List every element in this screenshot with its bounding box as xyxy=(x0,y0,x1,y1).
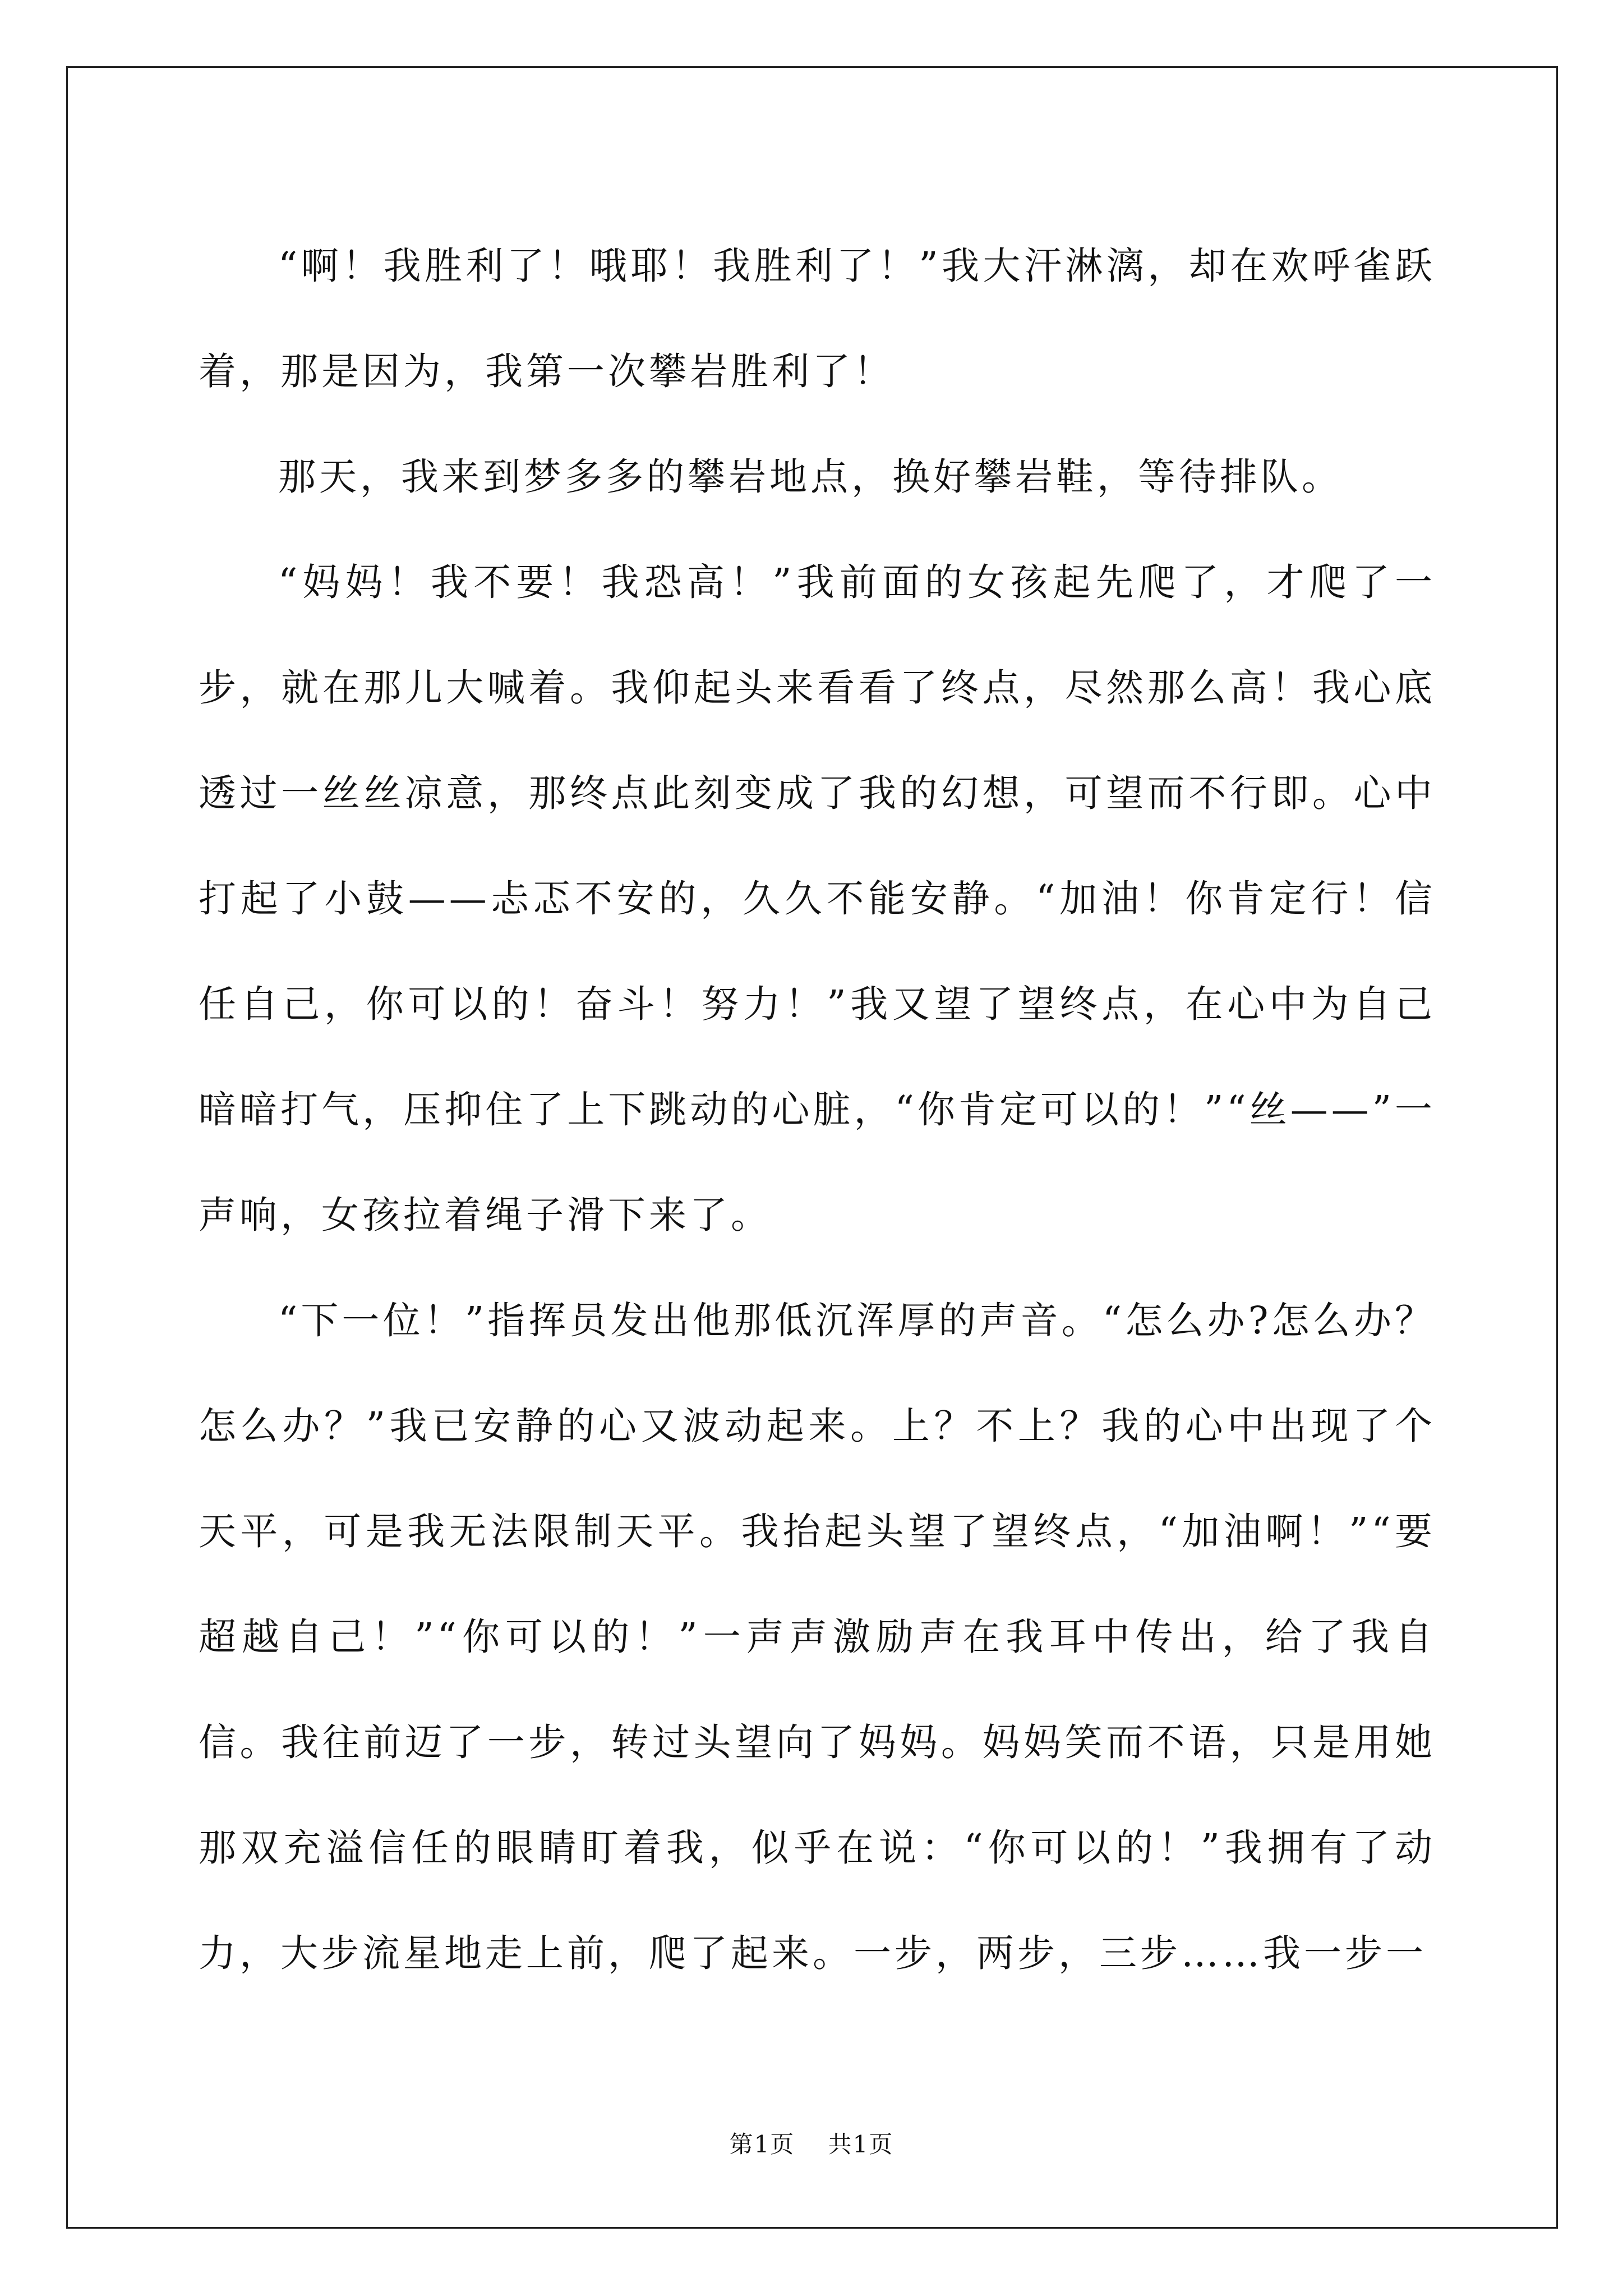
paragraph: “妈妈！我不要！我恐高！”我前面的女孩起先爬了，才爬了一步，就在那儿大喊着。我仰起头来看看了终点，尽然那么高！我心底透过一丝丝凉意，那终点此刻变成了我的幻想，可望而不行即。心中打起了小鼓——忐忑不安的，久久不能安静。“加油！你肯定行！信任自己，你可以的！奋斗！努力！”我又望了望终点，在心中为自己暗暗打气，压抑住了上下跳动的心脏，“你肯定可以的！”“丝——”一声响，女孩拉着绳子滑下来了。 xyxy=(199,560,1436,1237)
page-footer xyxy=(0,2129,1623,2160)
paragraph: 那天，我来到梦多多的攀岩地点，换好攀岩鞋，等待排队。 xyxy=(278,455,1343,499)
page-number-current: 第1页 xyxy=(729,2131,795,2158)
page-number-total: 共1页 xyxy=(828,2131,894,2158)
paragraph: “啊！我胜利了！哦耶！我胜利了！”我大汗淋漓，却在欢呼雀跃着，那是因为，我第一次攀岩胜利了！ xyxy=(199,244,1436,393)
paragraph: “下一位！”指挥员发出他那低沉浑厚的声音。“怎么办?怎么办？怎么办？”我已安静的心又波动起来。上？不上？我的心中出现了个天平，可是我无法限制天平。我抬起头望了望终点，“加油啊！”“要超越自己！”“你可以的！”一声声激励声在我耳中传出，给了我自信。我往前迈了一步，转过头望向了妈妈。妈妈笑而不语，只是用她那双充溢信任的眼睛盯着我，似乎在说：“你可以的！”我拥有了动力，大步流星地走上前，爬了起来。一步，两步，三步……我一步一 xyxy=(199,1299,1436,1975)
document-body xyxy=(199,213,1436,2006)
